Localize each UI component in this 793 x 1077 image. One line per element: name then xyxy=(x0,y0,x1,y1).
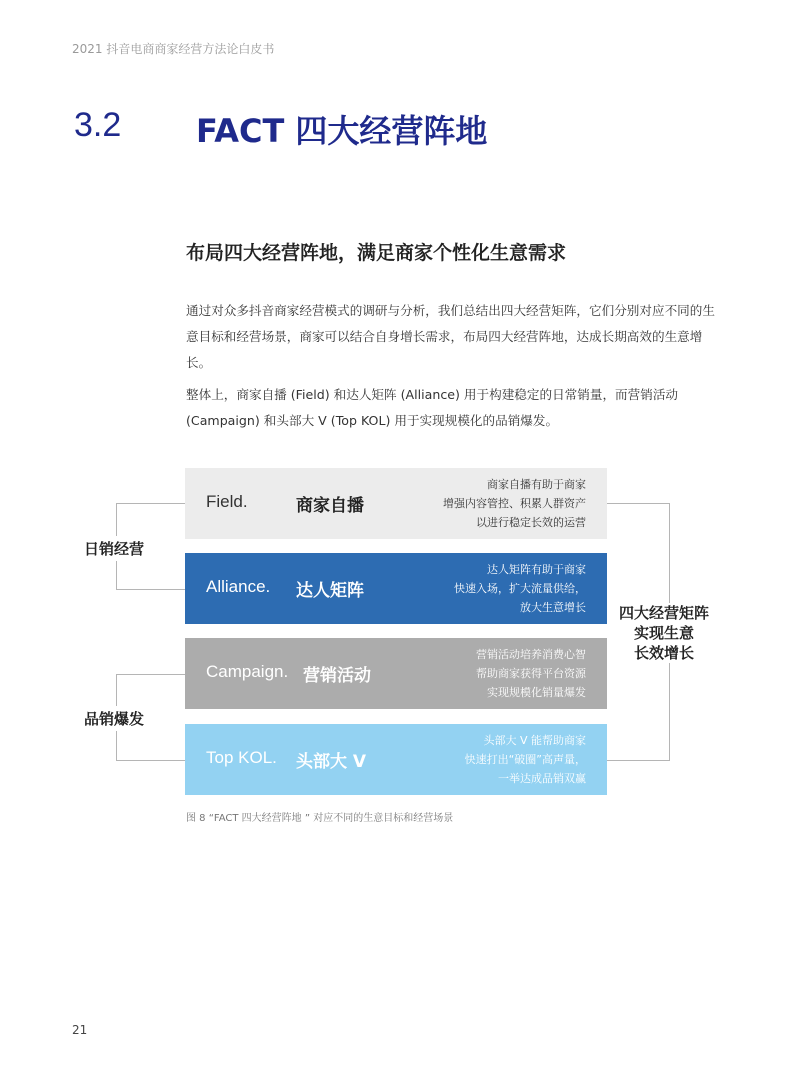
right-summary-label xyxy=(618,603,710,663)
band-description xyxy=(465,731,586,788)
desc-line: 快速打出“破圈”高声量， xyxy=(464,753,586,766)
desc-line: 帮助商家获得平台资源 xyxy=(476,667,586,680)
band-description xyxy=(443,475,586,532)
band-top-kol xyxy=(185,724,607,795)
right-label-line: 四大经营矩阵 xyxy=(618,604,709,622)
desc-line: 以进行稳定长效的运营 xyxy=(476,516,586,529)
running-header: 2021 抖音电商商家经营方法论白皮书 xyxy=(72,42,275,56)
desc-line: 增强内容管控、积累人群资产 xyxy=(443,497,586,510)
band-field xyxy=(185,468,607,539)
desc-line: 头部大 V 能帮助商家 xyxy=(483,734,586,747)
band-zh-label: 商家自播 xyxy=(296,496,364,516)
band-en-label: Top KOL. xyxy=(206,748,277,767)
subheading: 布局四大经营阵地，满足商家个性化生意需求 xyxy=(186,242,567,264)
band-zh-label: 达人矩阵 xyxy=(296,581,364,601)
desc-line: 达人矩阵有助于商家 xyxy=(487,563,586,576)
desc-line: 一举达成品销双赢 xyxy=(498,772,586,785)
band-description xyxy=(476,645,586,702)
desc-line: 商家自播有助于商家 xyxy=(487,478,586,491)
band-description xyxy=(454,560,586,617)
desc-line: 实现规模化销量爆发 xyxy=(487,686,586,699)
band-en-label: Campaign. xyxy=(206,662,289,681)
paragraph-2: 整体上，商家自播 (Field) 和达人矩阵 (Alliance) 用于构建稳定的日常销量，而营销活动 (Campaign) 和头部大 V (Top KOL) 用于实现规模化的品销爆发。 xyxy=(186,387,679,428)
paragraph-1: 通过对众多抖音商家经营模式的调研与分析，我们总结出四大经营矩阵，它们分别对应不同的生意目标和经营场景，商家可以结合自身增长需求，布局四大经营阵地，达成长期高效的生意增长。 xyxy=(186,303,715,370)
desc-line: 快速入场，扩大流量供给， xyxy=(454,582,586,595)
band-en-label: Alliance. xyxy=(206,577,271,596)
right-label-line: 实现生意 xyxy=(633,624,694,642)
section-number: 3.2 xyxy=(74,106,122,144)
band-alliance xyxy=(185,553,607,624)
desc-line: 放大生意增长 xyxy=(520,601,586,614)
page-number: 21 xyxy=(72,1023,88,1037)
group-label-daily: 日销经营 xyxy=(84,536,144,561)
section-title: FACT 四大经营阵地 xyxy=(196,112,488,150)
desc-line: 营销活动培养消费心智 xyxy=(476,648,586,661)
band-campaign xyxy=(185,638,607,709)
figure-caption: 图 8 “FACT 四大经营阵地 ” 对应不同的生意目标和经营场景 xyxy=(186,813,454,824)
band-zh-label: 头部大 V xyxy=(296,752,367,772)
band-zh-label: 营销活动 xyxy=(303,666,371,686)
group-label-burst: 品销爆发 xyxy=(84,706,144,731)
band-en-label: Field. xyxy=(206,492,248,511)
right-label-line: 长效增长 xyxy=(633,644,694,662)
